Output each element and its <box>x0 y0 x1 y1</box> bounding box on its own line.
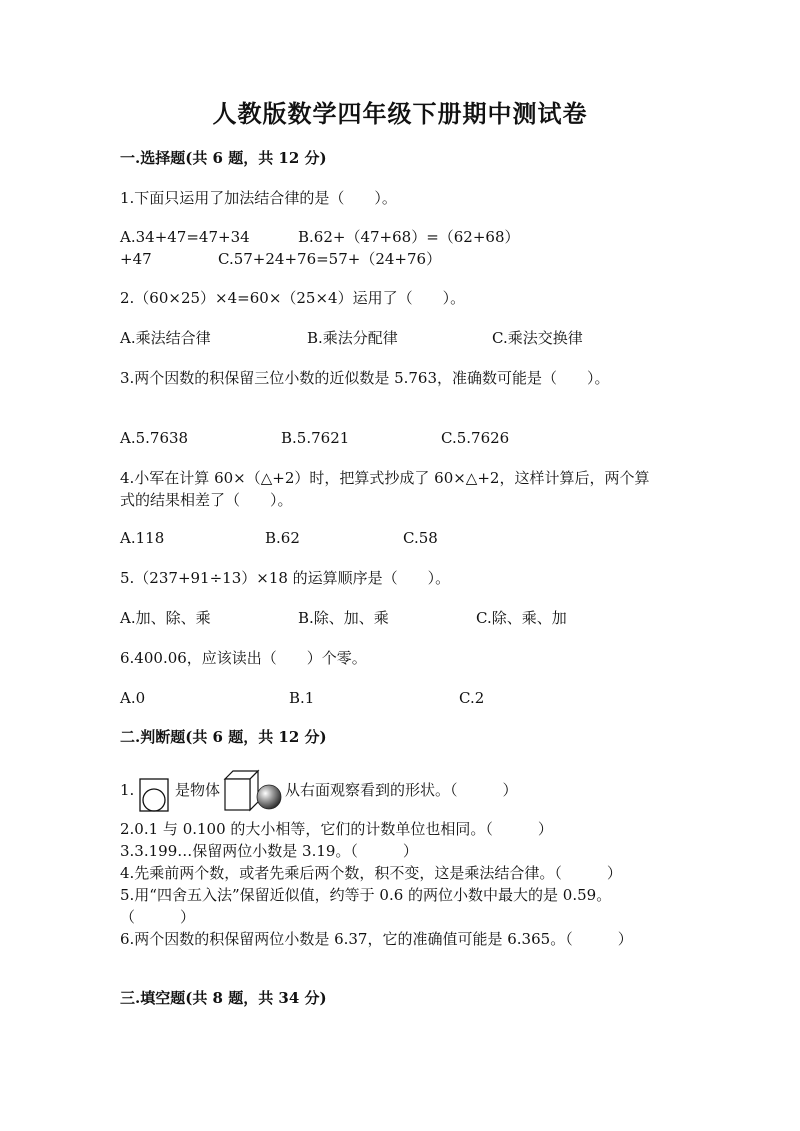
option: B.62 <box>265 529 300 547</box>
question-stem: 4.小军在计算 60×（△+2）时，把算式抄成了 60×△+2，这样计算后，两个算 <box>120 469 650 487</box>
judge-item: 2.0.1 与 0.100 的大小相等，它们的计数单位也相同。（ ） <box>120 820 553 838</box>
judge-item: 3.3.199…保留两位小数是 3.19。（ ） <box>120 842 418 860</box>
option: B.乘法分配律 <box>307 329 398 347</box>
option: A.乘法结合律 <box>120 329 211 347</box>
option: C.2 <box>459 689 485 707</box>
option: B.62+（47+68）=（62+68） <box>298 228 520 246</box>
option: B.除、加、乘 <box>298 609 389 627</box>
option: A.加、除、乘 <box>120 609 211 627</box>
question-stem: 式的结果相差了（ ）。 <box>120 491 293 509</box>
option: C.58 <box>403 529 438 547</box>
question-stem: 2.（60×25）×4=60×（25×4）运用了（ ）。 <box>120 289 466 307</box>
section-heading-judge: 二.判断题(共 6 题，共 12 分) <box>120 728 327 746</box>
question-stem: 1.下面只运用了加法结合律的是（ ）。 <box>120 189 397 207</box>
question-number: 1. <box>120 781 135 799</box>
question-text: 是物体 <box>175 781 221 799</box>
question-text: 从右面观察看到的形状。（ ） <box>285 781 518 799</box>
page-title: 人教版数学四年级下册期中测试卷 <box>212 99 588 128</box>
option: A.118 <box>120 529 165 547</box>
judge-item: 5.用“四舍五入法”保留近似值，约等于 0.6 的两位小数中最大的是 0.59。 <box>120 886 612 904</box>
question-stem: 3.两个因数的积保留三位小数的近似数是 5.763，准确数可能是（ ）。 <box>120 369 610 387</box>
question-stem: 6.400.06，应该读出（ ）个零。 <box>120 649 367 667</box>
option: C.乘法交换律 <box>492 329 583 347</box>
option: B.1 <box>289 689 315 707</box>
option: A.5.7638 <box>120 429 189 447</box>
question-stem: 5.（237+91÷13）×18 的运算顺序是（ ）。 <box>120 569 451 587</box>
option: C.57+24+76=57+（24+76） <box>218 250 442 268</box>
option: C.除、乘、加 <box>476 609 567 627</box>
option: C.5.7626 <box>441 429 510 447</box>
judge-item: 6.两个因数的积保留两位小数是 6.37，它的准确值可能是 6.365。（ ） <box>120 930 633 948</box>
section-heading-fill: 三.填空题(共 8 题，共 34 分) <box>120 989 327 1007</box>
option: B.5.7621 <box>281 429 350 447</box>
section-heading-choice: 一.选择题(共 6 题，共 12 分) <box>120 149 327 167</box>
option: A.0 <box>120 689 146 707</box>
front-view-shape-icon <box>138 777 170 813</box>
option-continued: +47 <box>120 250 152 268</box>
option: A.34+47=47+34 <box>120 228 250 246</box>
judge-item-continued: （ ） <box>120 908 196 926</box>
judge-item: 4.先乘前两个数，或者先乘后两个数，积不变，这是乘法结合律。（ ） <box>120 864 622 882</box>
cube-and-sphere-object-icon <box>222 767 286 815</box>
